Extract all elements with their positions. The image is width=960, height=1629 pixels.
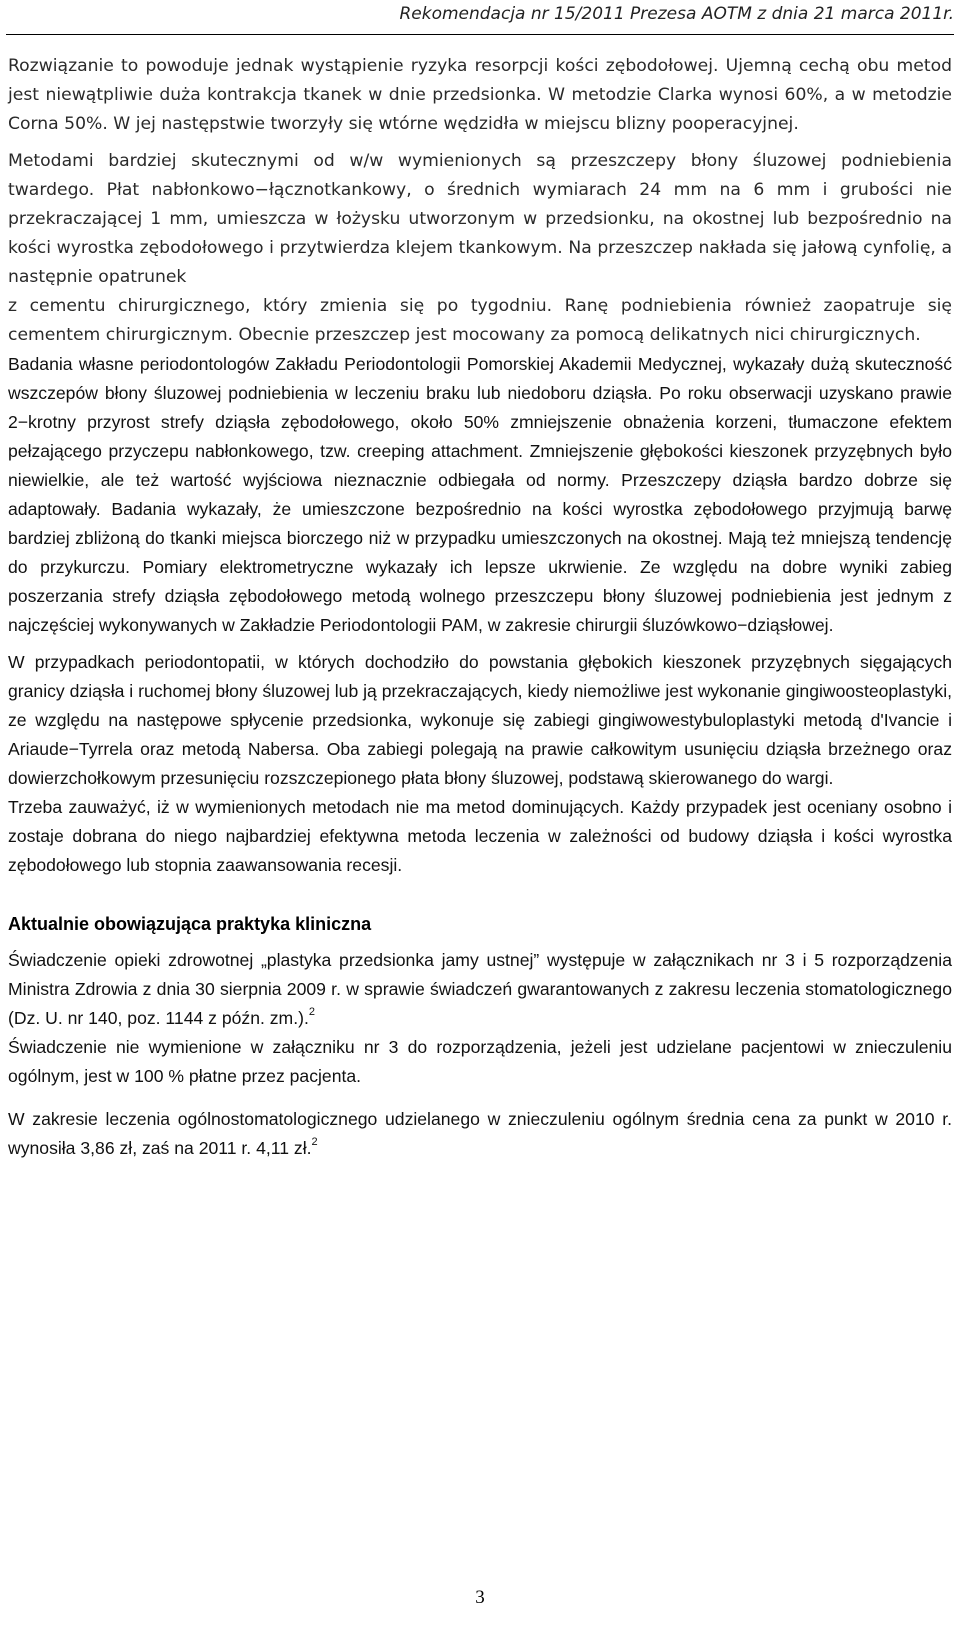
paragraph-surgical-cement: z cementu chirurgicznego, który zmienia się po tygodniu. Ranę podniebienia również zaopatruje się cementem chirurgicznym. Obecnie przeszczep jest mocowany za pomocą delikatnych nici chirurgicznych. xyxy=(8,296,952,345)
section-heading: Aktualnie obowiązująca praktyka kliniczna xyxy=(8,914,372,934)
header-rule xyxy=(6,34,954,35)
paragraph-general-anaesthesia: Świadczenie nie wymienione w załączniku nr 3 do rozporządzenia, jeżeli jest udzielane pacjentowi w znieczuleniu ogólnym, jest w 100 % płatne przez pacjenta. xyxy=(8,1037,952,1086)
paragraph-guaranteed-services-text: Świadczenie opieki zdrowotnej „plastyka przedsionka jamy ustnej” występuje w załącznikach nr 3 i 5 rozporządzenia Ministra Zdrowia z dnia 30 sierpnia 2009 r. w sprawie świadczeń gwarantowanych z zakresu leczenia stomatologicznego (Dz. U. nr 140, poz. 1144 z późn. zm.). xyxy=(8,950,952,1028)
footnote-ref: 2 xyxy=(311,1136,318,1149)
page-number: 3 xyxy=(475,1587,485,1608)
paragraph-point-price-text: W zakresie leczenia ogólnostomatologicznego udzielanego w znieczuleniu ogólnym średnia cena za punkt w 2010 r. wynosiła 3,86 zł, zaś na 2011 r. 4,11 zł. xyxy=(8,1109,952,1158)
paragraph-no-dominant-method: Trzeba zauważyć, iż w wymienionych metodach nie ma metod dominujących. Każdy przypadek jest oceniany osobno i zostaje dobrana do niego najbardziej efektywna metoda leczenia w zależności od budowy dziąsła i kości wyrostka zębodołowego lub stopnia zaawansowania recesji. xyxy=(8,797,952,875)
paragraph-resorption-risk: Rozwiązanie to powoduje jednak wystąpienie ryzyka resorpcji kości zębodołowej. Ujemną cechą obu metod jest niewątpliwie duża kontrakcja tkanek w dnie przedsionka. W metodzie Clarka wynosi 60%, a w metodzie Corna 50%. W jej następstwie tworzyły się wtórne wędzidła w miejscu blizny pooperacyjnej. xyxy=(8,56,952,134)
paragraph-point-price xyxy=(8,1105,952,1163)
footnote-ref: 2 xyxy=(308,1006,315,1019)
paragraph-periodontopathy: W przypadkach periodontopatii, w których dochodziło do powstania głębokich kieszonek przyzębnych sięgających granicy dziąsła i ruchomej błony śluzowej lub ją przekraczających, kiedy niemożliwe jest wykonanie gingiwoosteoplastyki, ze względu na następowe spłycenie przedsionka, wykonuje się zabiegi gingiwowestybuloplastyki metodą d'Ivancie i Ariaude−Tyrrela oraz metodą Nabersa. Oba zabiegi polegają na prawie całkowitym usunięciu dziąsła brzeżnego oraz dowierzchołkowym przesunięciu rozszczepionego płata błony śluzowej, podstawą skierowanego do wargi. xyxy=(8,652,952,788)
paragraph-own-research: Badania własne periodontologów Zakładu Periodontologii Pomorskiej Akademii Medycznej, wykazały dużą skuteczność wszczepów błony śluzowej podniebienia w leczeniu braku lub niedoboru dziąsła. Po roku obserwacji uzyskano prawie 2−krotny przyrost strefy dziąsła zębodołowego, około 50% zmniejszenie obnażenia korzeni, tłumaczone efektem pełzającego przyczepu nabłonkowego, tzw. creeping attachment. Zmniejszenie głębokości kieszonek przyzębnych było niewielkie, ale też wartość wyjściowa nieznacznie odbiegała od normy. Przeszczepy dziąsła bardzo dobrze się adaptowały. Badania wykazały, że umieszczone bezpośrednio na kości wyrostka zębodołowego przyjmują barwę bardziej zbliżoną do tkanki miejsca biorczego niż w przypadku umieszczonych na okostnej. Mają też mniejszą tendencję do przykurczu. Pomiary elektrometryczne wykazały ich lepsze ukrwienie. Ze względu na dobre wyniki zabieg poszerzania strefy dziąsła zębodołowego metodą wolnego przeszczepu błony śluzowej podniebienia jest jednym z najczęściej wykonywanych w Zakładzie Periodontologii PAM, w zakresie chirurgii śluzówkowo−dziąsłowej. xyxy=(8,354,952,635)
paragraph-palatal-grafts: Metodami bardziej skutecznymi od w/w wymienionych są przeszczepy błony śluzowej podniebienia twardego. Płat nabłonkowo−łącznotkankowy, o średnich wymiarach 24 mm na 6 mm i grubości nie przekraczającej 1 mm, umieszcza w łożysku utworzonym w przedsionku, na okostnej lub bezpośrednio na kości wyrostka zębodołowego i przytwierdza klejem tkankowym. Na przeszczep nakłada się jałową cynfolię, a następnie opatrunek xyxy=(8,151,952,287)
running-header: Rekomendacja nr 15/2011 Prezesa AOTM z dnia 21 marca 2011r. xyxy=(399,4,954,24)
paragraph-guaranteed-services xyxy=(8,946,952,1033)
document-body xyxy=(8,52,952,1163)
